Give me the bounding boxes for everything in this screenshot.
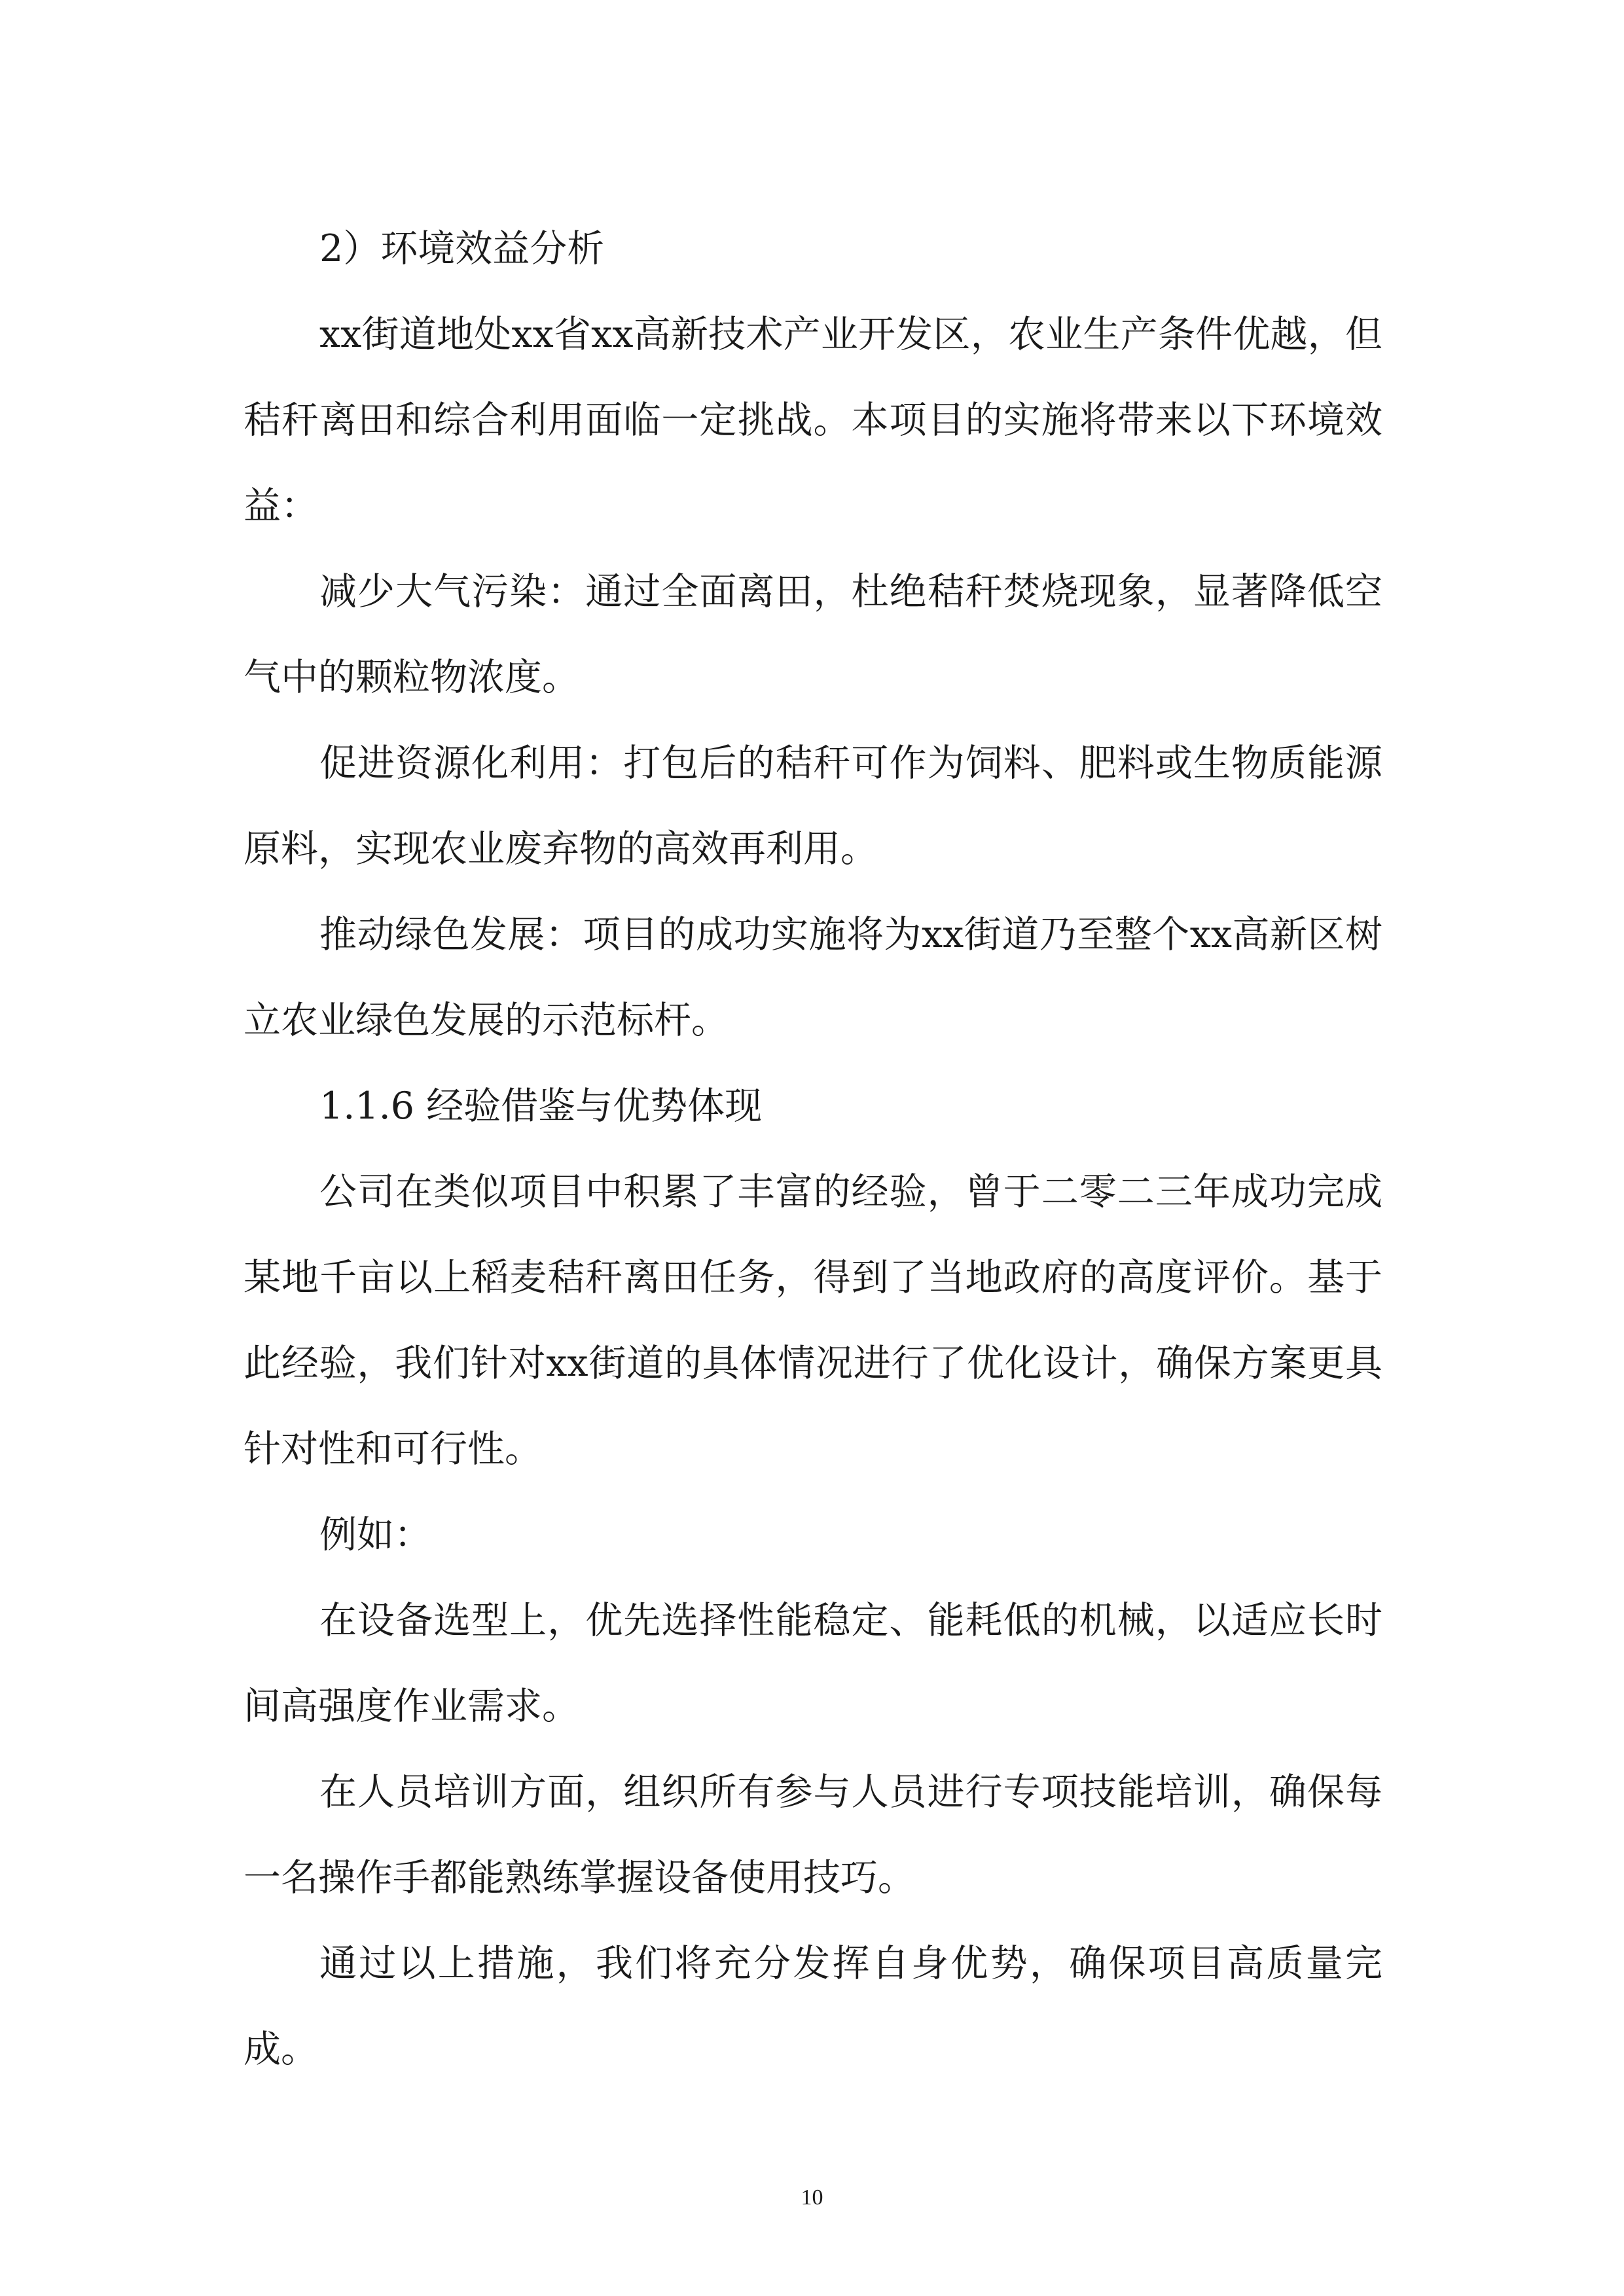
- section-heading-environmental-benefit: 2）环境效益分析: [319, 227, 605, 270]
- paragraph-green-development: 推动绿色发展：项目的成功实施将为xx街道乃至整个xx高新区树立农业绿色发展的示范标杆。: [244, 913, 1382, 1042]
- paragraph-example-label: 例如：: [319, 1513, 431, 1556]
- page-number: 10: [801, 2185, 823, 2210]
- section-heading-experience: 1.1.6 经验借鉴与优势体现: [319, 1085, 763, 1128]
- paragraph-equipment-selection: 在设备选型上，优先选择性能稳定、能耗低的机械，以适应长时间高强度作业需求。: [244, 1599, 1382, 1728]
- paragraph-resource-utilization: 促进资源化利用：打包后的秸秆可作为饲料、肥料或生物质能源原料，实现农业废弃物的高效再利用。: [244, 742, 1382, 870]
- paragraph-reduce-air-pollution: 减少大气污染：通过全面离田，杜绝秸秆焚烧现象，显著降低空气中的颗粒物浓度。: [244, 570, 1382, 699]
- paragraph-location-intro: xx街道地处xx省xx高新技术产业开发区，农业生产条件优越，但秸秆离田和综合利用面临一定挑战。本项目的实施将带来以下环境效益：: [244, 313, 1382, 528]
- paragraph-conclusion: 通过以上措施，我们将充分发挥自身优势，确保项目高质量完成。: [244, 1942, 1382, 2071]
- paragraph-staff-training: 在人员培训方面，组织所有参与人员进行专项技能培训，确保每一名操作手都能熟练掌握设备使用技巧。: [244, 1770, 1382, 1899]
- document-body: [244, 206, 1382, 2092]
- paragraph-company-experience: 公司在类似项目中积累了丰富的经验，曾于二零二三年成功完成某地千亩以上稻麦秸秆离田任务，得到了当地政府的高度评价。基于此经验，我们针对xx街道的具体情况进行了优化设计，确保方案更具针对性和可行性。: [244, 1170, 1382, 1471]
